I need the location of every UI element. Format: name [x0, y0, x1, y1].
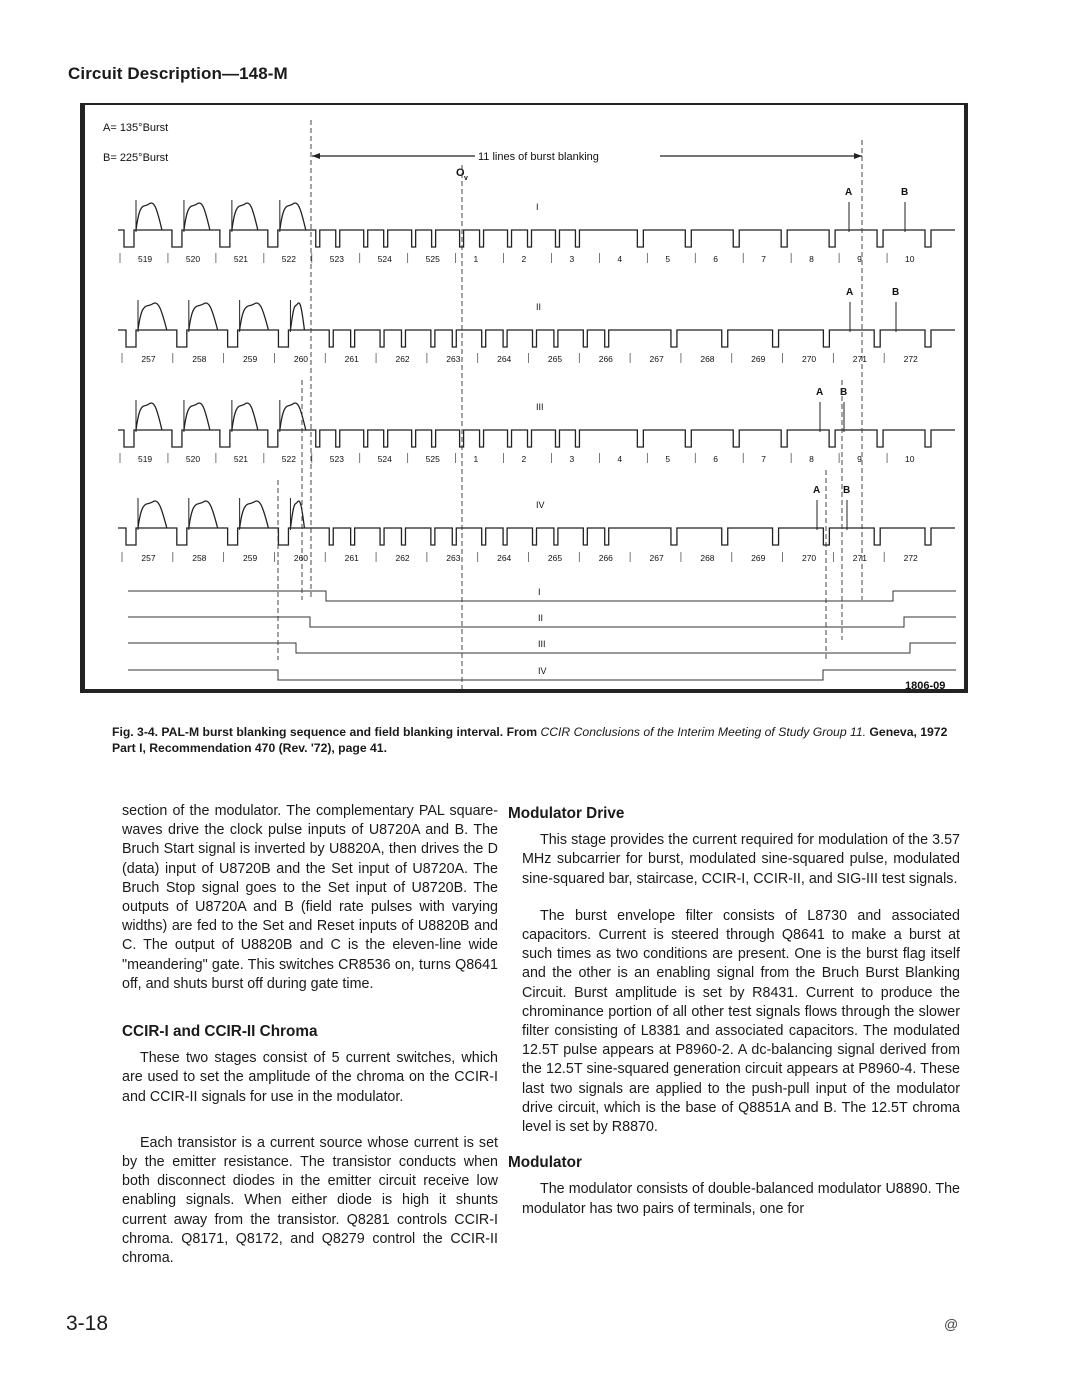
burst-envelope [184, 403, 210, 430]
burst-envelope [240, 501, 269, 528]
line-number-label: 271 [852, 354, 867, 364]
row-numeral: III [536, 402, 544, 412]
burst-a-label: A [816, 387, 824, 398]
burst-a-label: A [845, 187, 853, 198]
burst-envelope [138, 303, 167, 330]
figure-id: 1806-09 [905, 680, 946, 692]
line-number-label: 7 [761, 454, 766, 464]
left-column [122, 802, 498, 1268]
line-number-label: 3 [569, 454, 575, 464]
paragraph: This stage provides the current required for modulation of the 3.57 MHz subcarrier for burst, modulated sine-squared pulse, modulated sine-squared bar, staircase, CCIR-I, CCIR-II, and SIG-III test signals. [522, 832, 960, 887]
line-number-label: 2 [521, 454, 527, 464]
line-number-label: 8 [809, 254, 814, 264]
paragraph: The modulator consists of double-balanced modulator U8890. The modulator has two pairs of terminals, one for [522, 1181, 960, 1217]
burst-a-label: A [813, 485, 821, 496]
paragraph: section of the modulator. The complementary PAL square-waves drive the clock pulse inputs of U8720A and B. The Bruch Start signal is inverted by U8820A, then drives the D (data) input of U8720B and the Set input of U8720A. The Bruch Stop signal goes to the Set input of U8720B. The outputs of U8720A and B (field rate pulses with varying widths) are fed to the Set and Reset inputs of U8820B and C. The output of U8820B and C is the eleven-line wide "meandering" gate. This switches CR8536 on, turns Q8641 off, and shuts burst off during gate time. [122, 803, 498, 992]
line-number-label: 264 [497, 354, 512, 364]
line-number-label: 1 [473, 454, 479, 464]
burst-b-label: B [901, 187, 909, 198]
ov-subscript: v [464, 175, 468, 182]
line-number-label: 267 [649, 354, 664, 364]
waveform-row-1 [118, 230, 955, 247]
page-number: 3-18 [66, 1312, 109, 1335]
line-number-label: 3 [569, 254, 575, 264]
line-number-label: 6 [713, 454, 718, 464]
line-number-label: 525 [425, 454, 440, 464]
line-number-label: 4 [617, 254, 623, 264]
burst-envelope [232, 203, 258, 230]
line-number-label: 259 [243, 354, 258, 364]
line-number-label: 523 [329, 254, 344, 264]
caption-prefix: Fig. 3-4. PAL-M burst blanking sequence and field blanking interval. From [112, 725, 541, 739]
section-heading-modulator-drive: Modulator Drive [508, 805, 625, 822]
line-number-label: 520 [185, 454, 201, 464]
line-number-label: 9 [857, 454, 862, 464]
line-number-label: 525 [425, 254, 440, 264]
blanking-label: 11 lines of burst blanking [478, 151, 599, 163]
line-number-label: 265 [547, 354, 563, 364]
line-number-label: 268 [700, 354, 715, 364]
line-number-label: 257 [141, 553, 156, 563]
section-heading-chroma: CCIR-I and CCIR-II Chroma [122, 1023, 318, 1041]
line-number-label: 10 [905, 454, 915, 464]
line-number-label: 261 [344, 553, 359, 563]
line-number-label: 272 [903, 354, 918, 364]
line-number-label: 262 [395, 553, 410, 563]
line-number-label: 260 [293, 553, 309, 563]
waveform-row-3 [118, 430, 955, 447]
line-number-label: 266 [598, 354, 613, 364]
line-number-label: 8 [809, 454, 814, 464]
line-number-label: 5 [665, 454, 671, 464]
line-number-label: 260 [293, 354, 309, 364]
line-number-label: 268 [700, 553, 715, 563]
line-number-label: 263 [446, 553, 461, 563]
burst-envelope [184, 203, 210, 230]
gate-label: I [538, 587, 541, 597]
burst-b-label: B [892, 287, 900, 298]
line-number-label: 524 [377, 254, 392, 264]
line-number-label: 523 [329, 454, 344, 464]
line-number-label: 521 [233, 454, 249, 464]
line-number-label: 270 [801, 354, 817, 364]
burst-envelope [240, 303, 269, 330]
burst-a-label: A [846, 287, 854, 298]
waveform-row-4 [118, 528, 955, 545]
section-heading-modulator: Modulator [508, 1154, 582, 1172]
gate-waveform-1 [128, 591, 956, 601]
line-number-label: 258 [192, 354, 207, 364]
line-number-label: 2 [521, 254, 527, 264]
burst-envelope [290, 303, 304, 330]
burst-envelope [189, 501, 218, 528]
line-number-label: 272 [903, 553, 918, 563]
row-numeral: I [536, 202, 539, 212]
row-numeral: II [536, 302, 542, 312]
line-number-label: 524 [377, 454, 392, 464]
line-number-label: 6 [713, 254, 718, 264]
burst-envelope [232, 403, 258, 430]
line-number-label: 269 [751, 354, 766, 364]
paragraph: The burst envelope filter consists of L8730 and associated capacitors. Current is steered through Q8641 to make a burst at such times as two conditions are present. One is the burst flag itself and the other is an enabling signal from the Bruch Burst Blanking Circuit. Burst amplitude is set by R8431. Current to produce the chrominance portion of all other test signals flows through the slower filter consisting of L8381 and associated capacitors. The modulated 12.5T pulse appears at P8960-2. A dc-balancing signal derived from the 12.5T sine-squared generation circuit appears at P8960-4. These last two signals are applied to the push-pull input of the modulator drive circuit, which is the base of Q8851A and B. The 12.5T chroma level is set by R8870. [522, 907, 960, 1136]
line-number-label: 258 [192, 553, 207, 563]
line-number-label: 519 [137, 254, 153, 264]
line-number-label: 4 [617, 454, 623, 464]
copyright-mark: @ [944, 1316, 959, 1332]
burst-envelope [290, 501, 304, 528]
arrowhead-left [312, 153, 320, 159]
arrowhead-right [854, 153, 862, 159]
line-number-label: 10 [905, 254, 915, 264]
right-column [508, 804, 960, 1219]
line-number-label: 266 [598, 553, 613, 563]
line-number-label: 270 [801, 553, 817, 563]
gate-label: II [538, 613, 544, 623]
line-number-label: 265 [547, 553, 563, 563]
paragraph: These two stages consist of 5 current switches, which are used to set the amplitude of the chroma on the CCIR-I and CCIR-II signals for use in the modulator. [122, 1050, 498, 1105]
burst-b-label: B [843, 485, 851, 496]
line-number-label: 271 [852, 553, 867, 563]
legend-b-burst: B= 225°Burst [103, 152, 169, 164]
line-number-label: 522 [281, 454, 296, 464]
line-number-label: 522 [281, 254, 296, 264]
row-numeral: IV [536, 500, 545, 510]
line-number-label: 264 [497, 553, 512, 563]
caption-suffix: Geneva, 1972 Part I, Recommendation 470 (Rev. '72), page 41. [112, 725, 948, 755]
line-number-label: 7 [761, 254, 766, 264]
line-number-label: 519 [137, 454, 153, 464]
paragraph: Each transistor is a current source whose current is set by the emitter resistance. The transistor conducts when both disconnect diodes in the emitter circuit receive low enabling signals. When either diode is high it shunts current away from the transistor. Q8281 controls CCIR-I chroma. Q8171, Q8172, and Q8279 control the CCIR-II chroma. [122, 1134, 498, 1267]
burst-envelope [280, 203, 306, 230]
burst-b-label: B [840, 387, 848, 398]
line-number-label: 9 [857, 254, 862, 264]
gate-label: IV [538, 666, 547, 676]
burst-envelope [138, 501, 167, 528]
ov-label: O [456, 167, 465, 179]
line-number-label: 263 [446, 354, 461, 364]
line-number-label: 269 [751, 553, 766, 563]
waveform-row-2 [118, 330, 955, 347]
gate-label: III [538, 639, 546, 649]
burst-envelope [136, 203, 162, 230]
page-header: Circuit Description—148-M [68, 64, 288, 83]
line-number-label: 1 [473, 254, 479, 264]
line-number-label: 521 [233, 254, 249, 264]
caption-source-title: CCIR Conclusions of the Interim Meeting of Study Group 11. [540, 725, 867, 739]
line-number-label: 261 [344, 354, 359, 364]
line-number-label: 257 [141, 354, 156, 364]
line-number-label: 262 [395, 354, 410, 364]
line-number-label: 520 [185, 254, 201, 264]
figure-caption [112, 724, 952, 756]
line-number-label: 267 [649, 553, 664, 563]
line-number-label: 5 [665, 254, 671, 264]
line-number-label: 259 [243, 553, 258, 563]
legend-a-burst: A= 135°Burst [103, 122, 169, 134]
burst-envelope [189, 303, 218, 330]
burst-envelope [136, 403, 162, 430]
